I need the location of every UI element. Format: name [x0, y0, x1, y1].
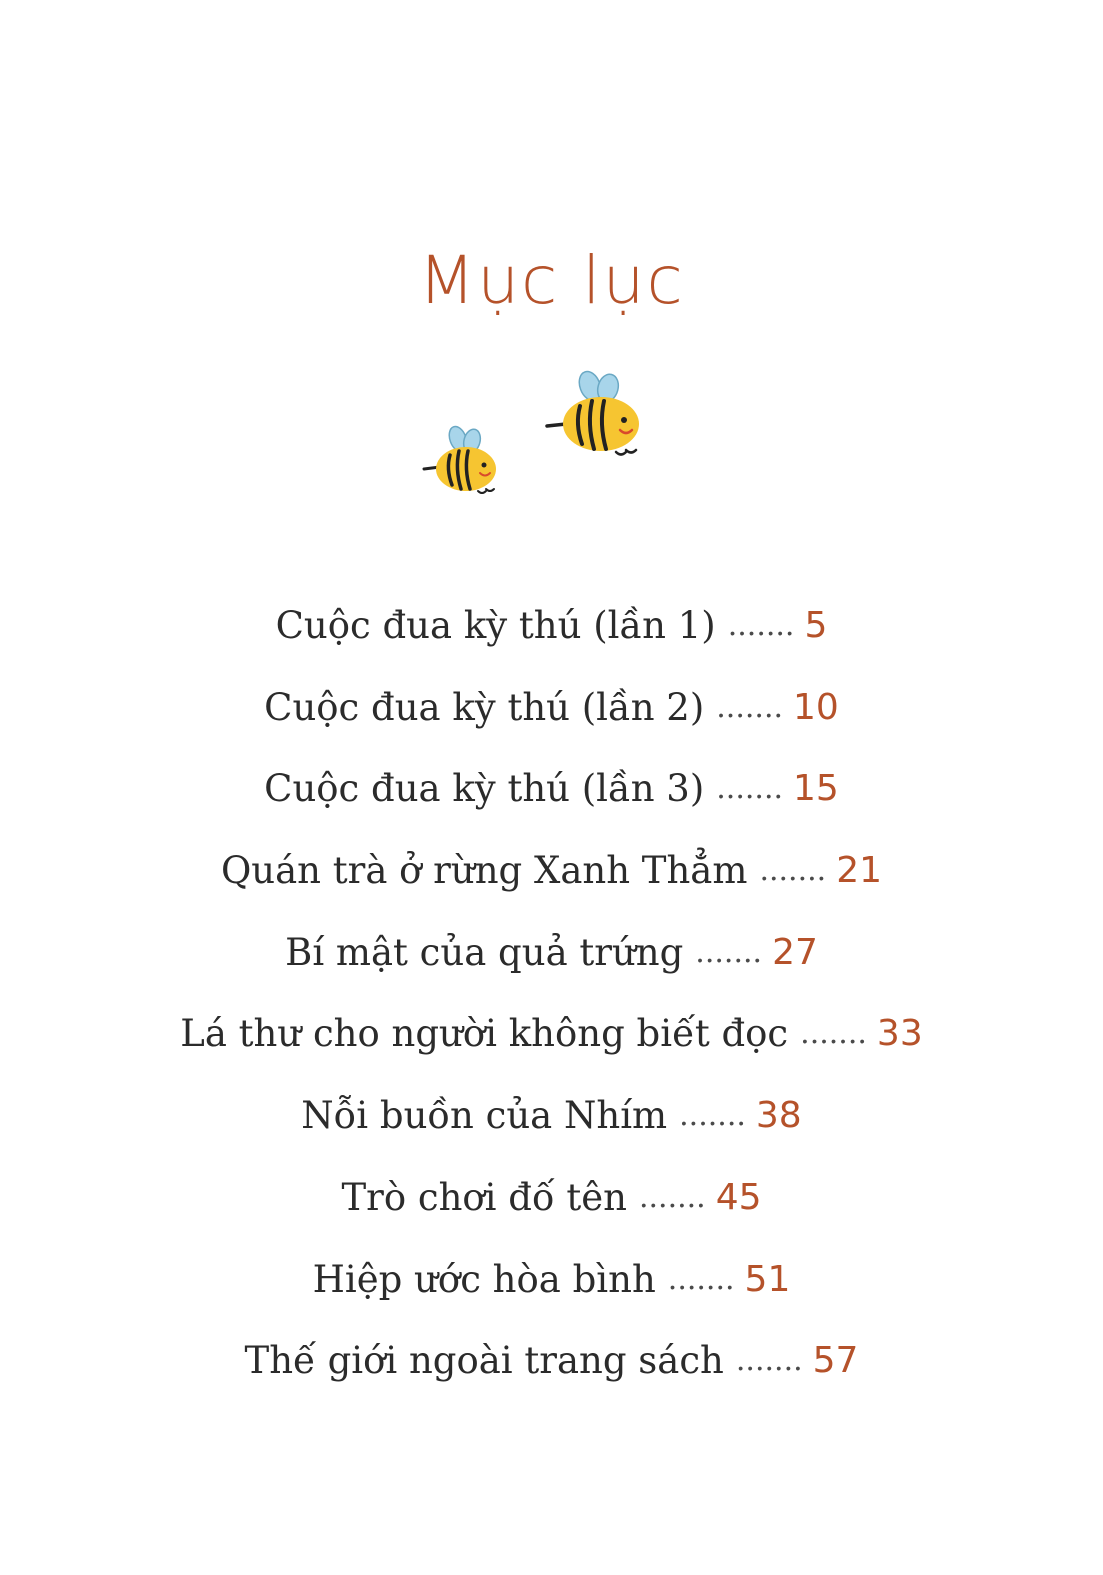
- toc-entry-title: Thế giới ngoài trang sách: [244, 1339, 724, 1383]
- toc-entry[interactable]: [0, 1335, 1103, 1417]
- toc-dot-leader: .......: [727, 608, 795, 643]
- toc-dot-leader: .......: [695, 934, 763, 970]
- toc-dot-leader: .......: [679, 1098, 746, 1134]
- toc-page-number: 51: [744, 1258, 791, 1300]
- toc-page-number: 21: [836, 850, 883, 892]
- toc-entry-title: Cuộc đua kỳ thú (lần 2): [264, 685, 705, 729]
- toc-page-number: 5: [804, 605, 828, 646]
- toc-page-number: 33: [876, 1013, 923, 1055]
- toc-entry-title: Bí mật của quả trứng: [285, 930, 684, 974]
- toc-page-number: 27: [772, 931, 818, 973]
- toc-entry[interactable]: [0, 1090, 1103, 1172]
- page-title: Mục lục: [418, 242, 685, 319]
- toc-entry[interactable]: [0, 1172, 1103, 1254]
- toc-entry[interactable]: [0, 600, 1103, 682]
- toc-dot-leader: .......: [716, 689, 784, 725]
- toc-page-number: 57: [812, 1340, 859, 1382]
- toc-entry-title: Hiệp ước hòa bình: [312, 1257, 656, 1301]
- toc-entry-title: Cuộc đua kỳ thú (lần 1): [275, 604, 716, 647]
- toc-entry-title: Cuộc đua kỳ thú (lần 3): [264, 767, 705, 811]
- toc-entry[interactable]: [0, 1008, 1103, 1090]
- toc-page-number: 15: [793, 768, 839, 810]
- toc-entry-title: Nỗi buồn của Nhím: [301, 1094, 668, 1138]
- toc-entry-title: Trò chơi đố tên: [341, 1175, 627, 1219]
- table-of-contents: [0, 600, 1103, 1417]
- toc-entry[interactable]: [0, 845, 1103, 927]
- toc-entry[interactable]: [0, 1254, 1103, 1336]
- bee-icon: [544, 370, 648, 462]
- toc-entry-title: Quán trà ở rừng Xanh Thẳm: [220, 849, 748, 893]
- toc-dot-leader: .......: [638, 1179, 706, 1215]
- toc-entry[interactable]: [0, 763, 1103, 845]
- toc-dot-leader: .......: [759, 853, 827, 889]
- toc-entry[interactable]: [0, 927, 1103, 1009]
- toc-dot-leader: .......: [716, 771, 784, 807]
- bee-icon: [422, 425, 504, 501]
- toc-dot-leader: .......: [667, 1261, 735, 1297]
- toc-dot-leader: .......: [800, 1016, 867, 1052]
- toc-entry[interactable]: [0, 682, 1103, 764]
- toc-dot-leader: .......: [735, 1343, 803, 1379]
- toc-page-number: 10: [793, 686, 839, 728]
- toc-page-number: 45: [715, 1176, 762, 1218]
- toc-entry-title: Lá thư cho người không biết đọc: [180, 1012, 789, 1056]
- toc-page-number: 38: [755, 1095, 802, 1137]
